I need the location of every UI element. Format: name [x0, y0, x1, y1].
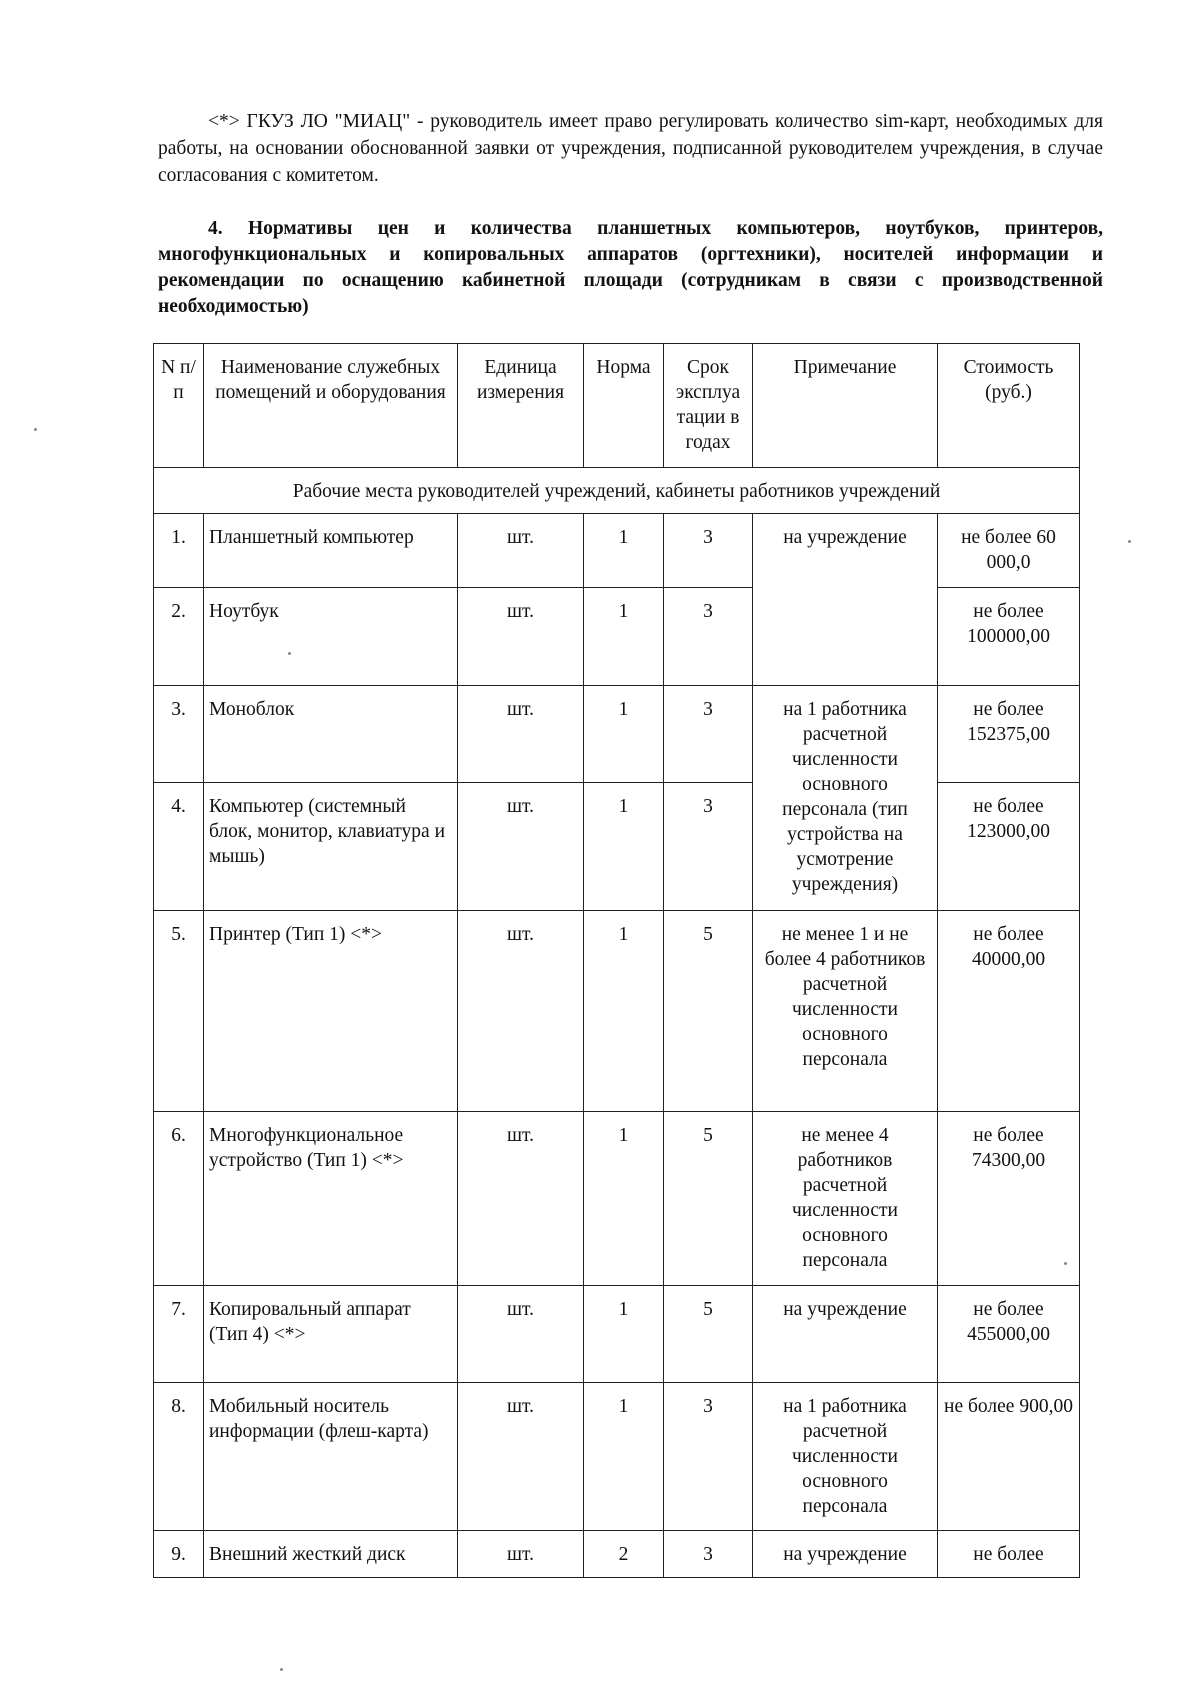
row-norm: 1 [584, 588, 664, 686]
row-unit: шт. [458, 783, 584, 911]
header-unit: Единица измерения [458, 344, 584, 468]
table-row [154, 514, 1080, 588]
row-term: 5 [664, 911, 753, 1112]
table-row [154, 588, 1080, 686]
row-note: на учреждение [753, 1531, 938, 1578]
row-name: Многофункциональное устройство (Тип 1) <*> [204, 1112, 458, 1286]
row-cost: не более 100000,00 [938, 588, 1080, 686]
row-term: 3 [664, 686, 753, 783]
row-num: 4. [154, 783, 204, 911]
row-term: 3 [664, 514, 753, 588]
row-cost: не более 900,00 [938, 1383, 1080, 1531]
row-cost: не более 40000,00 [938, 911, 1080, 1112]
row-name: Внешний жесткий диск [204, 1531, 458, 1578]
table-row [154, 686, 1080, 783]
row-note: не менее 1 и не более 4 работников расчетной численности основного персонала [753, 911, 938, 1112]
header-num: N п/п [154, 344, 204, 468]
row-note: на учреждение [753, 514, 938, 686]
row-unit: шт. [458, 1531, 584, 1578]
table-row [154, 1531, 1080, 1578]
norms-table [153, 343, 1080, 1578]
header-cost: Стоимость (руб.) [938, 344, 1080, 468]
row-cost: не более 74300,00 [938, 1112, 1080, 1286]
row-name: Копировальный аппарат (Тип 4) <*> [204, 1286, 458, 1383]
scan-speck [288, 652, 291, 655]
row-norm: 1 [584, 1112, 664, 1286]
footnote-text: <*> ГКУЗ ЛО "МИАЦ" - руководитель имеет право регулировать количество sim-карт, необходимых для работы, на основании обоснованной заявки от учреждения, подписанной руководителем учреждения, в случае согласования с комитетом. [158, 111, 1103, 186]
row-term: 5 [664, 1112, 753, 1286]
row-name: Компьютер (системный блок, монитор, клавиатура и мышь) [204, 783, 458, 911]
row-name: Принтер (Тип 1) <*> [204, 911, 458, 1112]
row-norm: 1 [584, 686, 664, 783]
row-note: на 1 работника расчетной численности основного персонала (тип устройства на усмотрение учреждения) [753, 686, 938, 911]
row-num: 5. [154, 911, 204, 1112]
row-name: Моноблок [204, 686, 458, 783]
row-unit: шт. [458, 514, 584, 588]
scan-speck [34, 428, 37, 431]
row-norm: 1 [584, 1383, 664, 1531]
table-row [154, 1383, 1080, 1531]
row-unit: шт. [458, 588, 584, 686]
table-section-row [154, 468, 1080, 514]
row-num: 6. [154, 1112, 204, 1286]
table-row [154, 1286, 1080, 1383]
table-header-row [154, 344, 1080, 468]
row-num: 2. [154, 588, 204, 686]
table-row [154, 911, 1080, 1112]
row-name: Планшетный компьютер [204, 514, 458, 588]
row-term: 3 [664, 1531, 753, 1578]
section-heading-text: 4. Нормативы цен и количества планшетных компьютеров, ноутбуков, принтеров, многофункциональных и копировальных аппаратов (оргтехники), носителей информации и рекомендации по оснащению кабинетной площади (сотрудникам в связи с производственной необходимостью) [158, 218, 1103, 317]
header-term: Срок эксплуа тации в годах [664, 344, 753, 468]
row-term: 3 [664, 588, 753, 686]
row-norm: 1 [584, 783, 664, 911]
header-norm: Норма [584, 344, 664, 468]
table-row [154, 783, 1080, 911]
section-title: Рабочие места руководителей учреждений, кабинеты работников учреждений [154, 468, 1080, 514]
row-note: на учреждение [753, 1286, 938, 1383]
header-name: Наименование служебных помещений и оборудования [204, 344, 458, 468]
row-num: 1. [154, 514, 204, 588]
table-row [154, 1112, 1080, 1286]
row-num: 3. [154, 686, 204, 783]
scan-speck [1064, 1262, 1067, 1265]
row-unit: шт. [458, 911, 584, 1112]
footnote [158, 108, 1103, 189]
row-num: 7. [154, 1286, 204, 1383]
row-term: 3 [664, 783, 753, 911]
row-name: Ноутбук [204, 588, 458, 686]
row-term: 3 [664, 1383, 753, 1531]
row-cost: не более 60 000,0 [938, 514, 1080, 588]
row-term: 5 [664, 1286, 753, 1383]
row-name: Мобильный носитель информации (флеш-карта) [204, 1383, 458, 1531]
row-norm: 1 [584, 514, 664, 588]
section-heading [158, 216, 1103, 320]
row-unit: шт. [458, 1112, 584, 1286]
row-norm: 1 [584, 911, 664, 1112]
row-unit: шт. [458, 1383, 584, 1531]
row-unit: шт. [458, 686, 584, 783]
scan-speck [1128, 540, 1131, 543]
row-cost: не более 455000,00 [938, 1286, 1080, 1383]
scan-speck [280, 1668, 283, 1671]
row-norm: 1 [584, 1286, 664, 1383]
row-cost: не более [938, 1531, 1080, 1578]
row-num: 8. [154, 1383, 204, 1531]
row-num: 9. [154, 1531, 204, 1578]
row-cost: не более 152375,00 [938, 686, 1080, 783]
header-note: Примечание [753, 344, 938, 468]
row-note: не менее 4 работников расчетной численности основного персонала [753, 1112, 938, 1286]
row-unit: шт. [458, 1286, 584, 1383]
row-note: на 1 работника расчетной численности основного персонала [753, 1383, 938, 1531]
row-norm: 2 [584, 1531, 664, 1578]
row-cost: не более 123000,00 [938, 783, 1080, 911]
